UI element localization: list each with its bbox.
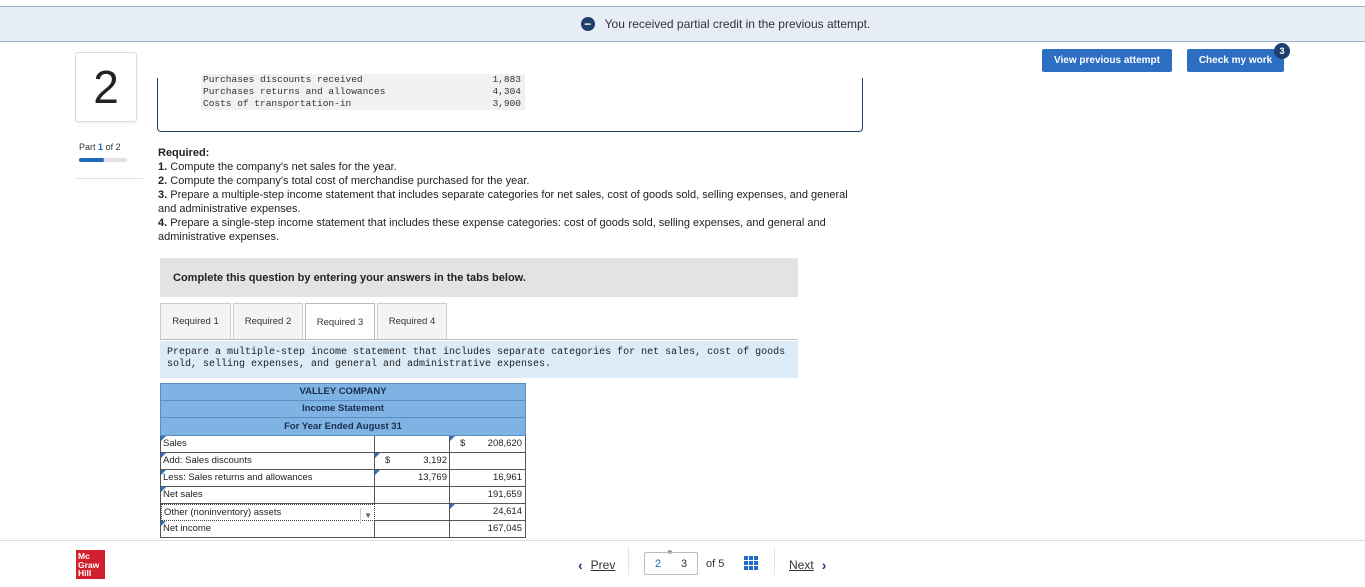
required-section [158,146,863,244]
statement-title: Income Statement [160,401,526,419]
page-total: of 5 [706,558,725,570]
data-value: 3,900 [485,98,525,110]
total-input[interactable]: $ 208,620 [450,436,526,453]
required-item: 3. Prepare a multiple-step income statement that includes separate categories for net sales, cost of goods sold, selling expenses, and general and administrative expenses. [158,189,848,215]
company-name: VALLEY COMPANY [160,383,526,401]
required-item: 4. Prepare a single-step income statement that includes these expense categories: cost of goods sold, selling expenses, and general and administrative expenses. [158,217,826,243]
check-my-work-button[interactable]: Check my work [1187,49,1284,72]
tab-required-3[interactable]: Required 3 [305,303,375,340]
data-value: 4,304 [485,86,525,98]
statement-period: For Year Ended August 31 [160,418,526,436]
partial-credit-banner [0,6,1365,42]
amount-input[interactable] [375,487,450,504]
next-button[interactable]: Next › [789,557,827,573]
check-work-badge: 3 [1274,43,1290,59]
amount-input[interactable]: 13,769 [375,470,450,487]
data-label: Purchases discounts received [201,74,491,86]
banner-message: You received partial credit in the previous attempt. [604,17,871,31]
chevron-down-icon[interactable]: ▼ [360,508,372,524]
tab-required-4[interactable]: Required 4 [377,303,447,339]
page-number[interactable]: 3 [680,557,688,570]
total-input[interactable]: 16,961 [450,470,526,487]
data-label: Costs of transportation-in [201,98,491,110]
minus-circle-icon: − [581,17,595,31]
chevron-right-icon: › [821,557,827,573]
amount-input[interactable]: $ 3,192 [375,453,450,470]
tab-required-1[interactable]: Required 1 [160,303,231,339]
total-input[interactable] [450,453,526,470]
link-icon: ⚭ [666,547,674,557]
part-label: Part [79,142,96,152]
required-item: 2. Compute the company's total cost of merchandise purchased for the year. [158,175,530,187]
amount-input[interactable] [375,504,450,521]
tab-divider [160,339,798,340]
tab-required-2[interactable]: Required 2 [233,303,303,339]
required-heading: Required: [158,147,210,159]
chevron-left-icon: ‹ [578,557,583,573]
required-tabs [160,303,449,340]
table-row [160,521,526,538]
given-data-box [157,74,863,132]
row-label-input[interactable]: Net sales [161,487,375,504]
complete-instruction: Complete this question by entering your answers in the tabs below. [160,258,798,297]
part-indicator [79,142,121,152]
table-row [160,436,526,453]
page-selector[interactable] [644,552,698,575]
data-value: 1,883 [485,74,525,86]
page-number[interactable]: 2 [654,557,662,570]
total-input[interactable]: 191,659 [450,487,526,504]
income-statement [160,383,526,538]
table-row [160,487,526,504]
amount-input[interactable] [375,436,450,453]
question-number: 2 [75,52,137,122]
divider [628,547,629,575]
grid-icon[interactable] [744,556,758,570]
tab-instruction: Prepare a multiple-step income statement that includes separate categories for net sales, cost of goods sold, selling expenses, and general and administrative expenses. [160,341,798,378]
row-label-dropdown[interactable]: Other (noninventory) assets ▼ [161,504,375,521]
part-current: 1 [98,142,104,152]
view-previous-attempt-button[interactable]: View previous attempt [1042,49,1172,72]
row-label-input[interactable]: Net income [161,521,375,538]
data-label: Purchases returns and allowances [201,86,491,98]
divider [75,178,143,179]
part-progress-bar [79,158,127,162]
footer-nav [0,540,1365,587]
row-label-input[interactable]: Sales [161,436,375,453]
amount-input[interactable] [375,521,450,538]
table-row [160,504,526,521]
divider [774,547,775,575]
row-label-input[interactable]: Less: Sales returns and allowances [161,470,375,487]
total-input[interactable]: 24,614 [450,504,526,521]
part-of: of 2 [105,142,121,152]
mcgraw-hill-logo: Mc Graw Hill [76,550,105,579]
required-item: 1. Compute the company's net sales for the year. [158,161,397,173]
table-row [160,470,526,487]
table-row [160,453,526,470]
row-label-input[interactable]: Add: Sales discounts [161,453,375,470]
prev-button[interactable]: ‹ Prev [578,557,616,573]
total-input[interactable]: 167,045 [450,521,526,538]
